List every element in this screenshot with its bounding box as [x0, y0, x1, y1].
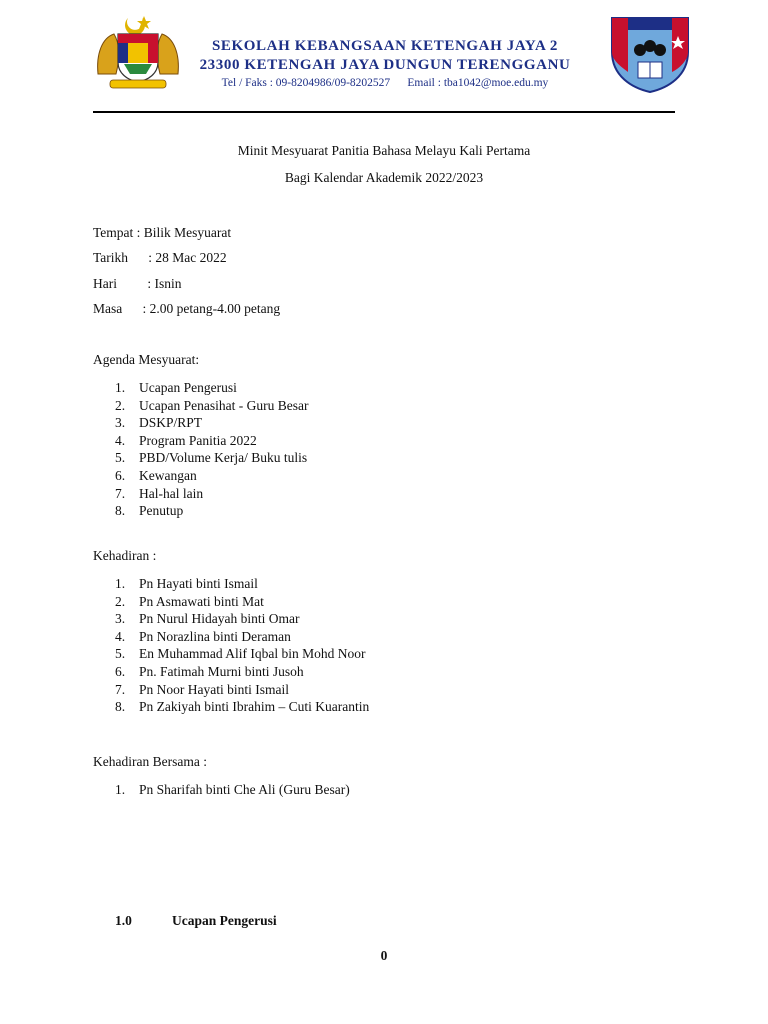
list-item: 1. Ucapan Pengerusi: [115, 380, 237, 395]
meeting-date: Tarikh : 28 Mac 2022: [93, 250, 227, 265]
school-address: 23300 KETENGAH JAYA DUNGUN TERENGGANU: [199, 57, 571, 73]
page-number: 0: [380, 948, 388, 963]
school-crest-icon: [608, 12, 692, 94]
malaysia-coat-of-arms-icon: [94, 14, 182, 90]
agenda-label: Agenda Mesyuarat:: [93, 352, 200, 367]
attendance-label: Kehadiran :: [93, 548, 157, 563]
list-item: 8. Penutup: [115, 503, 184, 519]
list-item: 1. Pn Sharifah binti Che Ali (Guru Besar): [115, 782, 350, 797]
document-title: Minit Mesyuarat Panitia Bahasa Melayu Kali Pertama: [237, 143, 531, 158]
school-name: SEKOLAH KEBANGSAAN KETENGAH JAYA 2: [211, 38, 559, 54]
list-item: 7. Pn Noor Hayati binti Ismail: [115, 681, 289, 697]
attendance-list: [93, 575, 369, 716]
meeting-place: Tempat : Bilik Mesyuarat: [93, 225, 232, 240]
document-subtitle: Bagi Kalendar Akademik 2022/2023: [284, 170, 484, 185]
meeting-day: Hari : Isnin: [93, 276, 182, 291]
list-item: 6. Pn. Fatimah Murni binti Jusoh: [115, 663, 304, 679]
section-title: Ucapan Pengerusi: [172, 913, 277, 928]
agenda-list: [93, 379, 308, 520]
school-contact: Tel / Faks : 09-8204986/09-8202527 Email : tba1042@moe.edu.my: [221, 77, 549, 89]
list-item: 3. Pn Nurul Hidayah binti Omar: [115, 611, 300, 627]
list-item: 5. En Muhammad Alif Iqbal bin Mohd Noor: [115, 646, 366, 662]
meeting-time: Masa : 2.00 petang-4.00 petang: [93, 301, 281, 316]
list-item: 2. Pn Asmawati binti Mat: [115, 593, 264, 609]
list-item: 7. Hal-hal lain: [115, 485, 204, 501]
section-number: 1.0: [115, 913, 132, 928]
list-item: 4. Program Panitia 2022: [115, 432, 257, 448]
co-attendance-label: Kehadiran Bersama :: [93, 754, 207, 769]
list-item: 5. PBD/Volume Kerja/ Buku tulis: [115, 450, 308, 466]
list-item: 8. Pn Zakiyah binti Ibrahim – Cuti Kuarantin: [115, 699, 370, 715]
header-divider: [93, 111, 675, 113]
list-item: 1. Pn Hayati binti Ismail: [115, 576, 258, 591]
co-attendance-list: [93, 781, 350, 799]
list-item: 4. Pn Norazlina binti Deraman: [115, 628, 291, 644]
list-item: 6. Kewangan: [115, 467, 197, 483]
list-item: 2. Ucapan Penasihat - Guru Besar: [115, 397, 309, 413]
list-item: 3. DSKP/RPT: [115, 415, 203, 431]
